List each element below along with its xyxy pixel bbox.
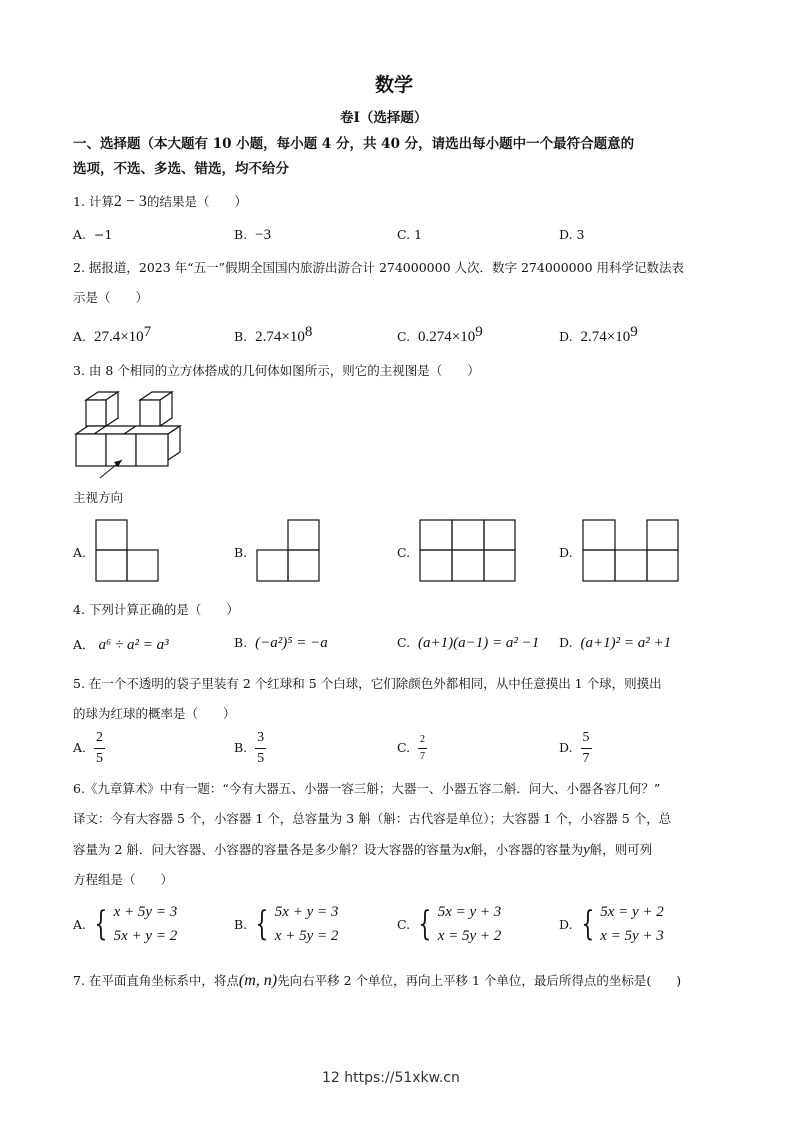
- q1-option-a-value: −1: [93, 227, 113, 242]
- section-heading-line2: 选项，不选、多选、错选，均不给分: [73, 161, 289, 177]
- q3-option-b-label[interactable]: B.: [234, 545, 248, 560]
- q1-option-c-value: 1: [414, 227, 423, 242]
- q3-option-a-label[interactable]: A.: [73, 545, 87, 560]
- q6-option-b[interactable]: B. { 5x + y = 3 x + 5y = 2: [234, 904, 339, 944]
- q1-expression: 2 − 3: [113, 193, 147, 210]
- q1-option-c[interactable]: C. 1: [397, 227, 423, 242]
- page-title: 数学: [375, 74, 414, 96]
- q5-option-a[interactable]: A. $\frac{2}{5}$: [73, 730, 103, 766]
- q2-text-line1: 2. 据报道，2023 年“五一”假期全国国内旅游出游合计 274000000 人次．数字 274000000 用科学记数法表: [73, 260, 685, 275]
- q4-option-a-expr: a⁶ ÷ a² = a³: [98, 637, 169, 653]
- q1-option-d-value: 3: [576, 227, 585, 242]
- q3-option-d-label[interactable]: D.: [559, 545, 573, 560]
- q5-option-b[interactable]: B. $\frac{3}{5}$: [234, 730, 265, 766]
- q3-option-d-view[interactable]: [582, 519, 679, 582]
- question-1: [73, 192, 247, 211]
- q4-option-d[interactable]: D. (a+1)² = a² +1: [559, 635, 672, 651]
- q1-option-b-value: −3: [255, 227, 272, 243]
- q4-option-a[interactable]: A． a⁶ ÷ a² = a³: [73, 637, 169, 653]
- q5-option-a-fraction: $\frac{2}{5}$: [95, 730, 103, 766]
- q7-point: (m, n): [238, 972, 278, 989]
- q3-option-b-view[interactable]: [256, 519, 320, 582]
- q4-option-d-expr: (a+1)² = a² +1: [580, 635, 672, 651]
- q4-option-c-expr: (a+1)(a−1) = a² −1: [418, 635, 540, 651]
- section-heading-line1: 一、选择题（本大题有 10 小题，每小题 4 分，共 40 分，请选出每小题中一个最符合题意的: [73, 136, 635, 152]
- q1-prefix: 1. 计算: [73, 194, 114, 209]
- q2-text-line2: 示是（ ）: [73, 290, 149, 305]
- q2-option-d[interactable]: D. $2.74\times 10^9$: [559, 324, 638, 346]
- q1-option-b[interactable]: B. −3: [234, 227, 272, 243]
- cube-solid-figure: [70, 388, 190, 480]
- q1-option-d[interactable]: D. 3: [559, 227, 585, 242]
- q5-option-d[interactable]: D. $\frac{5}{7}$: [559, 730, 590, 766]
- q4-text: 4. 下列计算正确的是（ ）: [73, 602, 239, 617]
- q5-option-c-fraction: $\frac{2}{7}$: [420, 734, 426, 762]
- question-7: 7. 在平面直角坐标系中，将点(m, n)先向右平移 2 个单位，再向上平移 1 个单位，最后所得点的坐标是( ): [73, 972, 682, 989]
- q4-option-c[interactable]: C. (a+1)(a−1) = a² −1: [397, 635, 540, 651]
- q5-option-b-fraction: $\frac{3}{5}$: [257, 730, 265, 766]
- q3-option-c-label[interactable]: C.: [397, 545, 411, 560]
- q3-text: 3. 由 8 个相同的立方体搭成的几何体如图所示，则它的主视图是（ ）: [73, 363, 480, 378]
- q2-option-c[interactable]: C. $0.274\times 10^9$: [397, 324, 483, 346]
- q4-option-b[interactable]: B. (−a²)⁵ = −a: [234, 635, 328, 651]
- q6-text-line1: 6.《九章算术》中有一题：“今有大器五、小器一容三斛；大器一、小器五容二斛．问大、小器各容几何？”: [73, 781, 661, 796]
- q6-option-a[interactable]: A. { x + 5y = 3 5x + y = 2: [73, 904, 178, 944]
- q3-figure-caption: 主视方向: [73, 490, 124, 505]
- q2-option-b[interactable]: B. $2.74\times 10^8$: [234, 324, 313, 346]
- q1-option-a[interactable]: A. −1: [73, 227, 113, 242]
- q6-text-line3: 容量为 2 斛．问大容器、小容器的容量各是多少斛？设大容器的容量为x斛，小容器的容量为y斛，则可列: [73, 842, 653, 858]
- q6-option-d[interactable]: D. { 5x = y + 2 x = 5y + 3: [559, 904, 664, 944]
- q2-option-a[interactable]: A. $27.4\times 10^7$: [73, 324, 152, 346]
- page-footer: 12 https://51xkw.cn: [322, 1070, 460, 1086]
- q5-option-d-fraction: $\frac{5}{7}$: [582, 730, 590, 766]
- q3-option-c-view[interactable]: [419, 519, 516, 582]
- q6-option-c[interactable]: C. { 5x = y + 3 x = 5y + 2: [397, 904, 502, 944]
- volume-subtitle: 卷Ⅰ（选择题）: [340, 110, 428, 126]
- q5-text-line1: 5. 在一个不透明的袋子里装有 2 个红球和 5 个白球，它们除颜色外都相同，从中任意摸出 1 个球，则摸出: [73, 676, 662, 691]
- q5-text-line2: 的球为红球的概率是（ ）: [73, 706, 236, 721]
- q3-option-a-view[interactable]: [95, 519, 159, 582]
- q6-text-line4: 方程组是（ ）: [73, 872, 174, 887]
- q5-option-c[interactable]: C. $\frac{2}{7}$: [397, 734, 426, 762]
- q1-suffix: 的结果是（ ）: [146, 194, 247, 209]
- q4-option-b-expr: (−a²)⁵ = −a: [255, 635, 328, 651]
- q6-text-line2: 译文：今有大容器 5 个，小容器 1 个，总容量为 3 斛（斛：古代容是单位）；大容器 1 个，小容器 5 个，总: [73, 811, 672, 826]
